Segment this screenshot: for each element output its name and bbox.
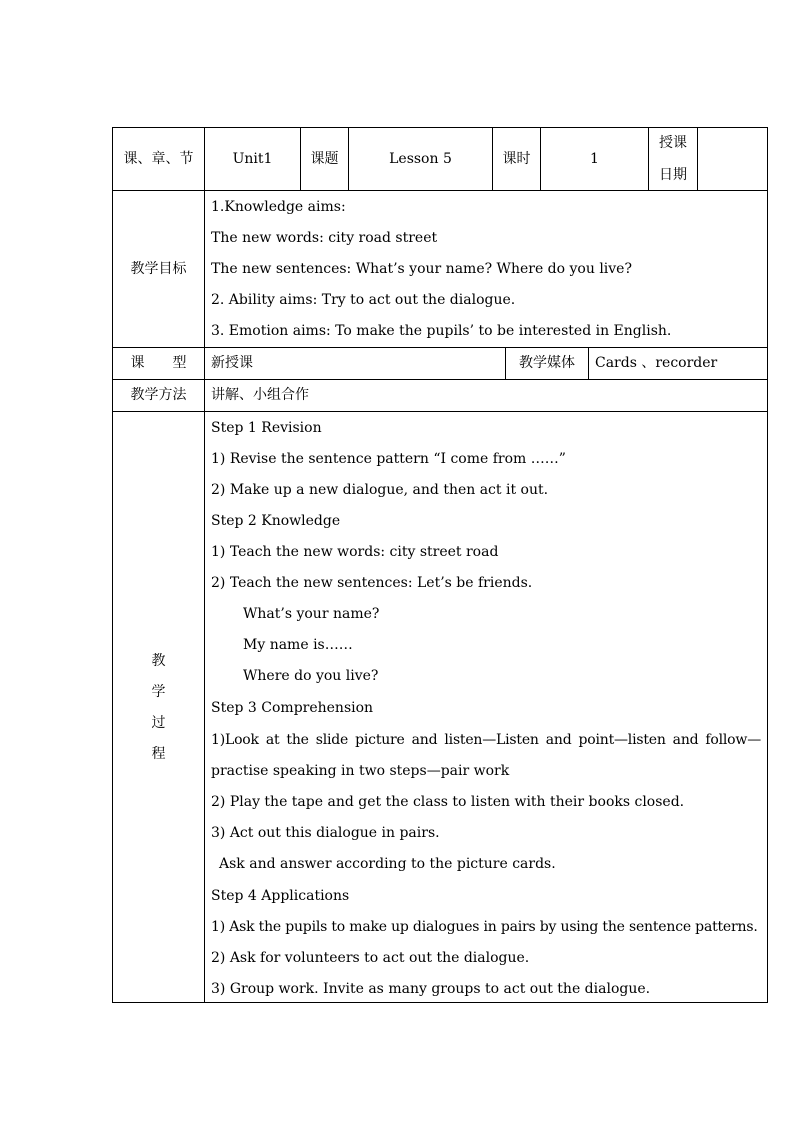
process-line: 2) Make up a new dialogue, and then act it out. [211,482,549,498]
process-line: 2) Ask for volunteers to act out the dialogue. [211,950,530,966]
aims-label: 教学目标 [130,261,187,277]
process-line: practise speaking in two steps—pair work [211,763,510,779]
media-label: 教学媒体 [519,355,575,371]
process-line: 3) Group work. Invite as many groups to act out the dialogue. [211,981,651,997]
aims-line: 3. Emotion aims: To make the pupils’ to be interested in English. [211,323,672,339]
process-label-char: 教 [151,653,166,669]
process-label-char: 学 [151,684,166,700]
column-divider [204,127,205,1003]
process-line: What’s your name? [243,606,380,622]
type-label: 课 型 [130,355,187,371]
aims-line: 1.Knowledge aims: [211,199,346,215]
process-line: 2) Play the tape and get the class to listen with their books closed. [211,794,685,810]
type-value: 新授课 [211,355,253,371]
process-line: Ask and answer according to the picture cards. [219,856,556,872]
process-line: My name is…… [243,637,353,653]
column-divider [697,127,698,190]
period-value: 1 [590,151,599,167]
date-label-line1: 授课 [659,135,687,151]
process-line: Step 4 Applications [211,888,350,904]
chapter-label: 课、章、节 [123,151,194,167]
process-line: Where do you live? [243,668,379,684]
date-label-line2: 日期 [659,167,687,183]
method-value: 讲解、小组合作 [211,387,309,403]
process-label-char: 程 [151,746,166,762]
table-top-border [112,127,768,128]
row-divider [112,347,768,348]
topic-label: 课题 [310,151,339,167]
process-line: Step 3 Comprehension [211,700,374,716]
process-line: Step 2 Knowledge [211,513,341,529]
row-divider [112,190,768,191]
row-divider [112,379,768,380]
process-line: 1) Ask the pupils to make up dialogues in pairs by using the sentence patterns. [211,919,758,935]
column-divider [588,347,589,379]
aims-line: 2. Ability aims: Try to act out the dialogue. [211,292,516,308]
period-label: 课时 [502,151,531,167]
unit-value: Unit1 [232,151,273,167]
process-line: 1)Look at the slide picture and listen—Listen and point—listen and follow— [211,732,761,748]
lesson-value: Lesson 5 [389,151,452,167]
aims-line: The new words: city road street [211,230,438,246]
process-line: 2) Teach the new sentences: Let’s be friends. [211,575,533,591]
process-line: Step 1 Revision [211,420,322,436]
process-label-char: 过 [151,715,166,731]
media-value: Cards 、recorder [595,355,718,371]
process-line: 3) Act out this dialogue in pairs. [211,825,440,841]
aims-line: The new sentences: What’s your name? Where do you live? [211,261,632,277]
process-line: 1) Revise the sentence pattern “I come from ……” [211,451,566,467]
method-label: 教学方法 [130,387,187,403]
process-line: 1) Teach the new words: city street road [211,544,499,560]
row-divider [112,411,768,412]
